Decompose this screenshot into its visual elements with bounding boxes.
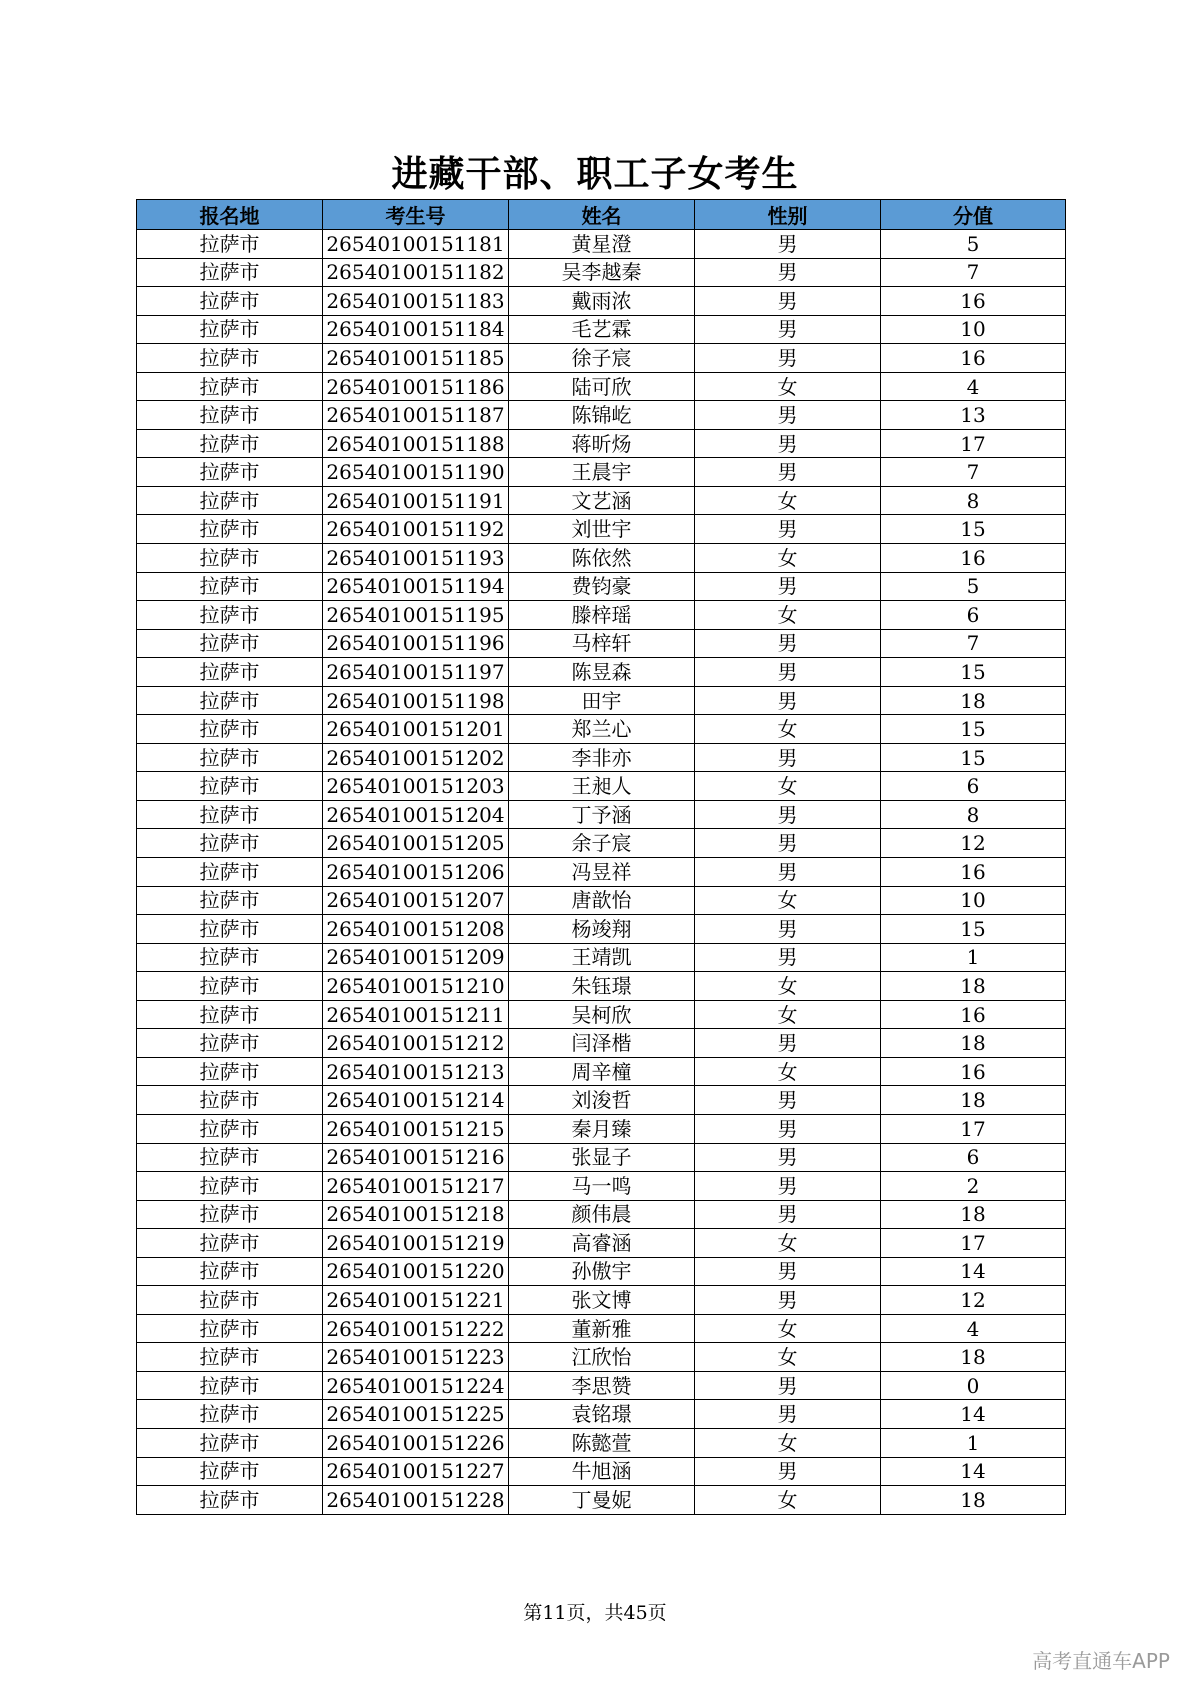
table-row bbox=[137, 1029, 1066, 1058]
column-header-gender: 性别 bbox=[695, 200, 881, 230]
cell-score: 2 bbox=[881, 1172, 1066, 1201]
cell-score: 17 bbox=[881, 1229, 1066, 1258]
cell-region: 拉萨市 bbox=[137, 544, 323, 573]
cell-gender: 男 bbox=[695, 344, 881, 373]
cell-score: 18 bbox=[881, 686, 1066, 715]
cell-gender: 男 bbox=[695, 230, 881, 259]
cell-score: 18 bbox=[881, 1086, 1066, 1115]
cell-exam-id: 26540100151218 bbox=[323, 1200, 509, 1229]
cell-region: 拉萨市 bbox=[137, 315, 323, 344]
cell-region: 拉萨市 bbox=[137, 1457, 323, 1486]
cell-region: 拉萨市 bbox=[137, 658, 323, 687]
cell-exam-id: 26540100151208 bbox=[323, 915, 509, 944]
watermark-logo-text: 高考直通车APP bbox=[1032, 1649, 1170, 1673]
cell-name: 田宇 bbox=[509, 686, 695, 715]
cell-exam-id: 26540100151192 bbox=[323, 515, 509, 544]
cell-score: 10 bbox=[881, 886, 1066, 915]
cell-score: 15 bbox=[881, 658, 1066, 687]
cell-region: 拉萨市 bbox=[137, 1029, 323, 1058]
cell-name: 蒋昕炀 bbox=[509, 429, 695, 458]
cell-region: 拉萨市 bbox=[137, 1143, 323, 1172]
cell-region: 拉萨市 bbox=[137, 972, 323, 1001]
cell-name: 杨竣翔 bbox=[509, 915, 695, 944]
cell-gender: 男 bbox=[695, 1400, 881, 1429]
cell-region: 拉萨市 bbox=[137, 772, 323, 801]
cell-name: 戴雨浓 bbox=[509, 287, 695, 316]
cell-gender: 女 bbox=[695, 886, 881, 915]
cell-exam-id: 26540100151202 bbox=[323, 743, 509, 772]
table-row bbox=[137, 1343, 1066, 1372]
cell-gender: 男 bbox=[695, 1200, 881, 1229]
cell-score: 17 bbox=[881, 429, 1066, 458]
cell-exam-id: 26540100151188 bbox=[323, 429, 509, 458]
table-row bbox=[137, 1114, 1066, 1143]
cell-score: 6 bbox=[881, 772, 1066, 801]
cell-score: 8 bbox=[881, 486, 1066, 515]
table-row bbox=[137, 1286, 1066, 1315]
column-header-exam-id: 考生号 bbox=[323, 200, 509, 230]
cell-region: 拉萨市 bbox=[137, 230, 323, 259]
cell-gender: 女 bbox=[695, 601, 881, 630]
cell-score: 16 bbox=[881, 544, 1066, 573]
cell-name: 陈懿萱 bbox=[509, 1428, 695, 1457]
page-number: 第11页，共45页 bbox=[523, 1602, 667, 1624]
cell-gender: 女 bbox=[695, 972, 881, 1001]
table-row bbox=[137, 886, 1066, 915]
table-row bbox=[137, 829, 1066, 858]
table-row bbox=[137, 1172, 1066, 1201]
cell-exam-id: 26540100151221 bbox=[323, 1286, 509, 1315]
cell-region: 拉萨市 bbox=[137, 1257, 323, 1286]
cell-name: 江欣怡 bbox=[509, 1343, 695, 1372]
cell-score: 18 bbox=[881, 1486, 1066, 1515]
cell-exam-id: 26540100151225 bbox=[323, 1400, 509, 1429]
table-row bbox=[137, 372, 1066, 401]
score-table bbox=[136, 199, 1066, 1515]
cell-name: 王晨宇 bbox=[509, 458, 695, 487]
table-row bbox=[137, 972, 1066, 1001]
cell-score: 16 bbox=[881, 344, 1066, 373]
cell-score: 14 bbox=[881, 1457, 1066, 1486]
table-row bbox=[137, 287, 1066, 316]
cell-name: 马梓轩 bbox=[509, 629, 695, 658]
cell-region: 拉萨市 bbox=[137, 601, 323, 630]
table-row bbox=[137, 1371, 1066, 1400]
table-row bbox=[137, 1486, 1066, 1515]
cell-exam-id: 26540100151181 bbox=[323, 230, 509, 259]
table-row bbox=[137, 344, 1066, 373]
cell-score: 12 bbox=[881, 1286, 1066, 1315]
cell-name: 刘世宇 bbox=[509, 515, 695, 544]
cell-name: 闫泽楷 bbox=[509, 1029, 695, 1058]
cell-exam-id: 26540100151197 bbox=[323, 658, 509, 687]
cell-score: 18 bbox=[881, 1029, 1066, 1058]
cell-score: 14 bbox=[881, 1257, 1066, 1286]
cell-region: 拉萨市 bbox=[137, 1200, 323, 1229]
cell-name: 黄星澄 bbox=[509, 230, 695, 259]
cell-name: 王靖凯 bbox=[509, 943, 695, 972]
cell-gender: 男 bbox=[695, 1286, 881, 1315]
cell-name: 丁曼妮 bbox=[509, 1486, 695, 1515]
cell-name: 冯昱祥 bbox=[509, 858, 695, 887]
cell-region: 拉萨市 bbox=[137, 401, 323, 430]
cell-name: 陈昱森 bbox=[509, 658, 695, 687]
cell-region: 拉萨市 bbox=[137, 715, 323, 744]
cell-score: 16 bbox=[881, 1000, 1066, 1029]
cell-gender: 男 bbox=[695, 915, 881, 944]
cell-region: 拉萨市 bbox=[137, 1371, 323, 1400]
cell-score: 16 bbox=[881, 858, 1066, 887]
cell-gender: 男 bbox=[695, 658, 881, 687]
cell-score: 13 bbox=[881, 401, 1066, 430]
cell-gender: 男 bbox=[695, 515, 881, 544]
cell-name: 费钧豪 bbox=[509, 572, 695, 601]
cell-gender: 男 bbox=[695, 1114, 881, 1143]
cell-exam-id: 26540100151196 bbox=[323, 629, 509, 658]
cell-gender: 男 bbox=[695, 287, 881, 316]
cell-region: 拉萨市 bbox=[137, 886, 323, 915]
cell-gender: 女 bbox=[695, 486, 881, 515]
cell-gender: 男 bbox=[695, 829, 881, 858]
cell-score: 14 bbox=[881, 1400, 1066, 1429]
cell-gender: 男 bbox=[695, 943, 881, 972]
cell-score: 7 bbox=[881, 629, 1066, 658]
cell-exam-id: 26540100151215 bbox=[323, 1114, 509, 1143]
column-header-name: 姓名 bbox=[509, 200, 695, 230]
cell-gender: 男 bbox=[695, 1172, 881, 1201]
cell-name: 马一鸣 bbox=[509, 1172, 695, 1201]
cell-region: 拉萨市 bbox=[137, 1486, 323, 1515]
cell-gender: 男 bbox=[695, 315, 881, 344]
table-row bbox=[137, 1457, 1066, 1486]
cell-exam-id: 26540100151211 bbox=[323, 1000, 509, 1029]
cell-exam-id: 26540100151213 bbox=[323, 1057, 509, 1086]
cell-score: 1 bbox=[881, 943, 1066, 972]
cell-gender: 女 bbox=[695, 1000, 881, 1029]
cell-gender: 男 bbox=[695, 858, 881, 887]
cell-score: 17 bbox=[881, 1114, 1066, 1143]
cell-exam-id: 26540100151214 bbox=[323, 1086, 509, 1115]
table-row bbox=[137, 800, 1066, 829]
table-row bbox=[137, 458, 1066, 487]
table-row bbox=[137, 515, 1066, 544]
cell-gender: 男 bbox=[695, 800, 881, 829]
table-row bbox=[137, 1057, 1066, 1086]
table-row bbox=[137, 315, 1066, 344]
cell-exam-id: 26540100151186 bbox=[323, 372, 509, 401]
cell-name: 刘浚哲 bbox=[509, 1086, 695, 1115]
cell-exam-id: 26540100151220 bbox=[323, 1257, 509, 1286]
cell-name: 孙傲宇 bbox=[509, 1257, 695, 1286]
cell-gender: 男 bbox=[695, 1086, 881, 1115]
cell-gender: 男 bbox=[695, 686, 881, 715]
cell-exam-id: 26540100151206 bbox=[323, 858, 509, 887]
cell-score: 18 bbox=[881, 1200, 1066, 1229]
cell-score: 15 bbox=[881, 743, 1066, 772]
table-row bbox=[137, 629, 1066, 658]
cell-exam-id: 26540100151224 bbox=[323, 1371, 509, 1400]
cell-gender: 女 bbox=[695, 372, 881, 401]
cell-name: 李非亦 bbox=[509, 743, 695, 772]
cell-exam-id: 26540100151216 bbox=[323, 1143, 509, 1172]
table-row bbox=[137, 601, 1066, 630]
cell-name: 董新雅 bbox=[509, 1314, 695, 1343]
document-title: 进藏干部、职工子女考生 bbox=[391, 153, 799, 195]
cell-exam-id: 26540100151228 bbox=[323, 1486, 509, 1515]
cell-region: 拉萨市 bbox=[137, 1172, 323, 1201]
cell-region: 拉萨市 bbox=[137, 344, 323, 373]
table-row bbox=[137, 1200, 1066, 1229]
cell-exam-id: 26540100151182 bbox=[323, 258, 509, 287]
cell-name: 陈锦屹 bbox=[509, 401, 695, 430]
cell-name: 丁予涵 bbox=[509, 800, 695, 829]
cell-region: 拉萨市 bbox=[137, 629, 323, 658]
table-row bbox=[137, 1428, 1066, 1457]
cell-gender: 男 bbox=[695, 429, 881, 458]
cell-exam-id: 26540100151183 bbox=[323, 287, 509, 316]
cell-gender: 男 bbox=[695, 1257, 881, 1286]
cell-gender: 女 bbox=[695, 772, 881, 801]
cell-region: 拉萨市 bbox=[137, 1400, 323, 1429]
cell-exam-id: 26540100151209 bbox=[323, 943, 509, 972]
cell-name: 余子宸 bbox=[509, 829, 695, 858]
cell-gender: 男 bbox=[695, 401, 881, 430]
cell-gender: 男 bbox=[695, 258, 881, 287]
cell-name: 吴李越秦 bbox=[509, 258, 695, 287]
cell-score: 7 bbox=[881, 458, 1066, 487]
cell-score: 4 bbox=[881, 372, 1066, 401]
table-row bbox=[137, 943, 1066, 972]
column-header-region: 报名地 bbox=[137, 200, 323, 230]
cell-region: 拉萨市 bbox=[137, 1343, 323, 1372]
cell-score: 6 bbox=[881, 1143, 1066, 1172]
cell-exam-id: 26540100151207 bbox=[323, 886, 509, 915]
cell-region: 拉萨市 bbox=[137, 486, 323, 515]
cell-name: 朱钰璟 bbox=[509, 972, 695, 1001]
cell-region: 拉萨市 bbox=[137, 829, 323, 858]
cell-gender: 男 bbox=[695, 572, 881, 601]
cell-region: 拉萨市 bbox=[137, 1114, 323, 1143]
cell-name: 周辛橦 bbox=[509, 1057, 695, 1086]
cell-score: 16 bbox=[881, 287, 1066, 316]
cell-gender: 女 bbox=[695, 1428, 881, 1457]
cell-score: 5 bbox=[881, 230, 1066, 259]
cell-name: 陆可欣 bbox=[509, 372, 695, 401]
cell-gender: 女 bbox=[695, 1486, 881, 1515]
cell-name: 袁铭璟 bbox=[509, 1400, 695, 1429]
cell-exam-id: 26540100151193 bbox=[323, 544, 509, 573]
cell-exam-id: 26540100151227 bbox=[323, 1457, 509, 1486]
cell-exam-id: 26540100151212 bbox=[323, 1029, 509, 1058]
cell-gender: 男 bbox=[695, 629, 881, 658]
cell-name: 李思赞 bbox=[509, 1371, 695, 1400]
cell-region: 拉萨市 bbox=[137, 915, 323, 944]
cell-name: 吴柯欣 bbox=[509, 1000, 695, 1029]
cell-region: 拉萨市 bbox=[137, 1086, 323, 1115]
table-row bbox=[137, 1229, 1066, 1258]
table-row bbox=[137, 258, 1066, 287]
column-header-score: 分值 bbox=[881, 200, 1066, 230]
cell-region: 拉萨市 bbox=[137, 1428, 323, 1457]
cell-gender: 男 bbox=[695, 1457, 881, 1486]
cell-score: 0 bbox=[881, 1371, 1066, 1400]
cell-score: 15 bbox=[881, 915, 1066, 944]
cell-name: 王昶人 bbox=[509, 772, 695, 801]
cell-region: 拉萨市 bbox=[137, 686, 323, 715]
cell-exam-id: 26540100151219 bbox=[323, 1229, 509, 1258]
table-row bbox=[137, 772, 1066, 801]
cell-score: 7 bbox=[881, 258, 1066, 287]
cell-exam-id: 26540100151190 bbox=[323, 458, 509, 487]
cell-gender: 男 bbox=[695, 1371, 881, 1400]
cell-region: 拉萨市 bbox=[137, 943, 323, 972]
cell-score: 18 bbox=[881, 1343, 1066, 1372]
cell-exam-id: 26540100151195 bbox=[323, 601, 509, 630]
table-row bbox=[137, 858, 1066, 887]
cell-score: 12 bbox=[881, 829, 1066, 858]
cell-exam-id: 26540100151223 bbox=[323, 1343, 509, 1372]
cell-name: 滕梓瑶 bbox=[509, 601, 695, 630]
cell-exam-id: 26540100151194 bbox=[323, 572, 509, 601]
table-row bbox=[137, 544, 1066, 573]
cell-region: 拉萨市 bbox=[137, 515, 323, 544]
cell-score: 4 bbox=[881, 1314, 1066, 1343]
cell-gender: 女 bbox=[695, 1343, 881, 1372]
cell-exam-id: 26540100151187 bbox=[323, 401, 509, 430]
cell-gender: 女 bbox=[695, 1057, 881, 1086]
cell-name: 高睿涵 bbox=[509, 1229, 695, 1258]
cell-name: 颜伟晨 bbox=[509, 1200, 695, 1229]
cell-gender: 男 bbox=[695, 458, 881, 487]
cell-name: 秦月臻 bbox=[509, 1114, 695, 1143]
cell-region: 拉萨市 bbox=[137, 372, 323, 401]
table-row bbox=[137, 230, 1066, 259]
cell-region: 拉萨市 bbox=[137, 1229, 323, 1258]
cell-score: 16 bbox=[881, 1057, 1066, 1086]
cell-score: 6 bbox=[881, 601, 1066, 630]
table-row bbox=[137, 915, 1066, 944]
cell-region: 拉萨市 bbox=[137, 429, 323, 458]
cell-exam-id: 26540100151204 bbox=[323, 800, 509, 829]
cell-exam-id: 26540100151191 bbox=[323, 486, 509, 515]
table-row bbox=[137, 715, 1066, 744]
cell-score: 15 bbox=[881, 715, 1066, 744]
cell-exam-id: 26540100151226 bbox=[323, 1428, 509, 1457]
cell-name: 唐歆怡 bbox=[509, 886, 695, 915]
cell-region: 拉萨市 bbox=[137, 743, 323, 772]
cell-gender: 男 bbox=[695, 1143, 881, 1172]
cell-name: 牛旭涵 bbox=[509, 1457, 695, 1486]
cell-region: 拉萨市 bbox=[137, 800, 323, 829]
cell-name: 张显子 bbox=[509, 1143, 695, 1172]
cell-name: 陈依然 bbox=[509, 544, 695, 573]
cell-region: 拉萨市 bbox=[137, 1000, 323, 1029]
table-row bbox=[137, 1257, 1066, 1286]
cell-region: 拉萨市 bbox=[137, 1057, 323, 1086]
cell-score: 15 bbox=[881, 515, 1066, 544]
table-row bbox=[137, 1400, 1066, 1429]
cell-gender: 女 bbox=[695, 544, 881, 573]
cell-region: 拉萨市 bbox=[137, 287, 323, 316]
cell-region: 拉萨市 bbox=[137, 258, 323, 287]
cell-exam-id: 26540100151201 bbox=[323, 715, 509, 744]
cell-score: 5 bbox=[881, 572, 1066, 601]
cell-score: 1 bbox=[881, 1428, 1066, 1457]
cell-score: 10 bbox=[881, 315, 1066, 344]
table-header-row bbox=[137, 200, 1066, 230]
cell-gender: 男 bbox=[695, 1029, 881, 1058]
cell-exam-id: 26540100151217 bbox=[323, 1172, 509, 1201]
cell-score: 18 bbox=[881, 972, 1066, 1001]
table-row bbox=[137, 429, 1066, 458]
cell-exam-id: 26540100151222 bbox=[323, 1314, 509, 1343]
cell-region: 拉萨市 bbox=[137, 572, 323, 601]
table-row bbox=[137, 1143, 1066, 1172]
cell-gender: 女 bbox=[695, 1229, 881, 1258]
cell-gender: 女 bbox=[695, 1314, 881, 1343]
cell-exam-id: 26540100151198 bbox=[323, 686, 509, 715]
table-row bbox=[137, 1314, 1066, 1343]
cell-exam-id: 26540100151210 bbox=[323, 972, 509, 1001]
cell-gender: 男 bbox=[695, 743, 881, 772]
cell-exam-id: 26540100151203 bbox=[323, 772, 509, 801]
table-row bbox=[137, 686, 1066, 715]
cell-region: 拉萨市 bbox=[137, 1286, 323, 1315]
cell-name: 毛艺霖 bbox=[509, 315, 695, 344]
table-row bbox=[137, 1000, 1066, 1029]
cell-name: 文艺涵 bbox=[509, 486, 695, 515]
cell-name: 徐子宸 bbox=[509, 344, 695, 373]
cell-region: 拉萨市 bbox=[137, 1314, 323, 1343]
table-row bbox=[137, 486, 1066, 515]
cell-exam-id: 26540100151184 bbox=[323, 315, 509, 344]
cell-score: 8 bbox=[881, 800, 1066, 829]
table-row bbox=[137, 401, 1066, 430]
cell-exam-id: 26540100151185 bbox=[323, 344, 509, 373]
table-row bbox=[137, 743, 1066, 772]
table-row bbox=[137, 1086, 1066, 1115]
table-row bbox=[137, 658, 1066, 687]
cell-region: 拉萨市 bbox=[137, 858, 323, 887]
cell-region: 拉萨市 bbox=[137, 458, 323, 487]
table-row bbox=[137, 572, 1066, 601]
cell-name: 郑兰心 bbox=[509, 715, 695, 744]
cell-gender: 女 bbox=[695, 715, 881, 744]
cell-name: 张文博 bbox=[509, 1286, 695, 1315]
cell-exam-id: 26540100151205 bbox=[323, 829, 509, 858]
table-body bbox=[137, 230, 1066, 1515]
